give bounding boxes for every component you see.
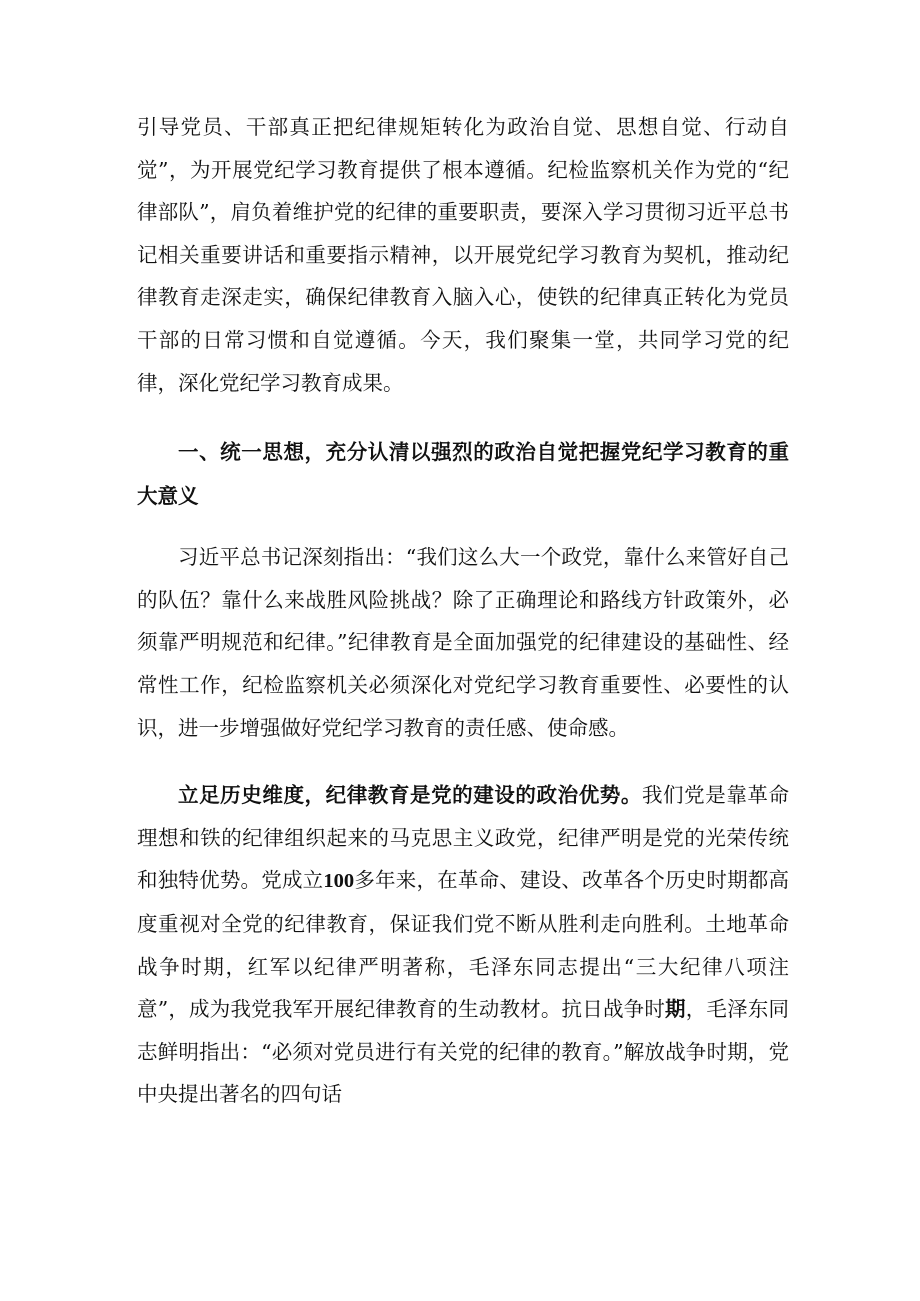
paragraph-text-c: ，毛泽东同志鲜明指出：“必须对党员进行有关党的纪律的教育。”解放战争时期，党中央提出著名的四句话: [137, 997, 790, 1107]
paragraph-history: [137, 774, 789, 1116]
section-heading-1: 一、统一思想，充分认清以强烈的政治自觉把握党纪学习教育的重大意义: [137, 440, 789, 509]
paragraph-lead-bold: 立足历史维度，纪律教育是党的建设的政治优势。: [178, 783, 642, 808]
paragraph-text-a: 我们党是靠革命理想和铁的纪律组织起来的马克思主义政党，纪律严明是党的光荣传统和独特优势。党成立: [137, 783, 790, 893]
year-count-number: 100: [323, 870, 355, 893]
bold-character: 期: [665, 997, 686, 1022]
paragraph-intro: 引导党员、干部真正把纪律规矩转化为政治自觉、思想自觉、行动自觉”，为开展党纪学习教育提供了根本遵循。纪检监察机关作为党的“纪律部队”，肩负着维护党的纪律的重要职责，要深入学习贯彻习近平总书记相关重要讲话和重要指示精神，以开展党纪学习教育为契机，推动纪律教育走深走实，确保纪律教育入脑入心，使铁的纪律真正转化为党员干部的日常习惯和自觉遵循。今天，我们聚集一堂，共同学习党的纪律，深化党纪学习教育成果。: [137, 115, 789, 395]
paragraph-quote: 习近平总书记深刻指出：“我们这么大一个政党，靠什么来管好自己的队伍？靠什么来战胜风险挑战？除了正确理论和路线方针政策外，必须靠严明规范和纪律。”纪律教育是全面加强党的纪律建设的基础性、经常性工作，纪检监察机关必须深化对党纪学习教育重要性、必要性的认识，进一步增强做好党纪学习教育的责任感、使命感。: [137, 545, 789, 740]
paragraph-text-b: 多年来，在革命、建设、改革各个历史时期都高度重视对全党的纪律教育，保证我们党不断从胜利走向胜利。土地革命战争时期，红军以纪律严明著称，毛泽东同志提出“三大纪律八项注意”，成为我党我军开展纪律教育的生动教材。抗日战争时: [137, 868, 789, 1022]
document-body: [137, 106, 789, 1116]
